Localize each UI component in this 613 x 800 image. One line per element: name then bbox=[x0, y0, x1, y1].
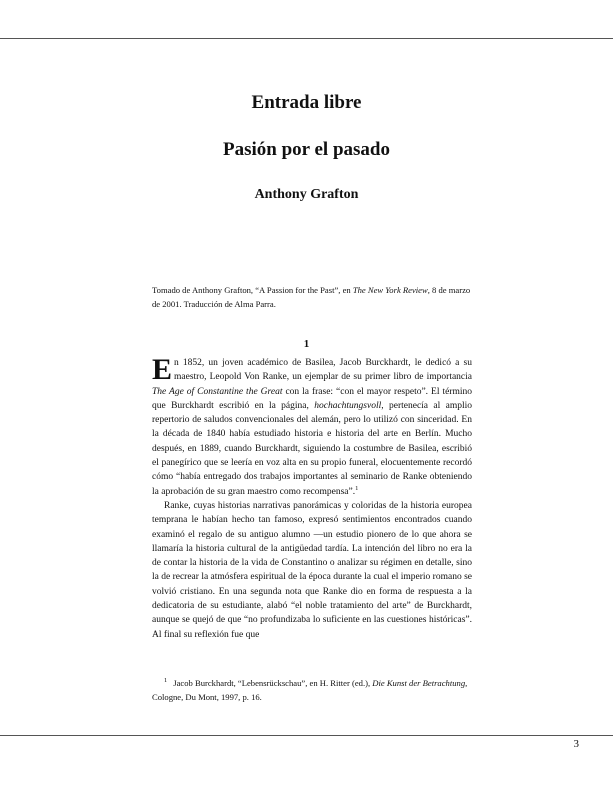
article-title: Pasión por el pasado bbox=[223, 139, 390, 160]
source-note-before: Tomado de Anthony Grafton, “A Passion for the Past”, en bbox=[152, 285, 353, 295]
drop-cap: E bbox=[152, 353, 173, 386]
paragraph-1-text-b: con la frase: “con el mayor respeto”. El término que Burckhardt escribió en la página, bbox=[152, 386, 473, 411]
footnote bbox=[152, 674, 472, 704]
source-note bbox=[152, 283, 472, 311]
paragraph-2: Ranke, cuyas historias narrativas panorámicas y coloridas de la historia europea temprana le habían hecho tan famoso, expresó sentimientos encontrados cuando examinó el regalo de su antiguo alumno —un estudio pionero de lo que ahora se llamaría la historia cultural de la antigüedad tardía. La intención del libro no era la de contar la historia de la vida de Constantino o analizar su régimen en detalle, sino la de recrear la atmósfera espiritual de la época durante la cual el imperio romano se volvió cristiano. En una segunda nota que Ranke dio en forma de respuesta a la dedicatoria de su estudiante, alabó “el noble tratamiento del arte” de Burckhardt, aunque se quejó de que “no profundizaba lo suficiente en las cuestiones históricas”. Al final su reflexión fue que bbox=[152, 500, 472, 640]
paragraph-1-text-c: , pertenecía al amplio repertorio de saludos convencionales del alemán, pero lo utilizó con sinceridad. En la década de 1840 había estudiado historia e historia del arte en Berlín. Mucho después, en 1889, cuando Burckhardt, siguiendo la costumbre de Basilea, escribió el panegírico que se leería en voz alta en su propio funeral, elocuentemente recordó cómo “había entregado dos trabajos importantes al seminario de Ranke obteniendo la aprobación de su gran maestro como recompensa”. bbox=[152, 400, 472, 497]
footnote-book-title: Die Kunst der Betrachtung bbox=[372, 677, 466, 688]
author-name: Anthony Grafton bbox=[254, 187, 359, 202]
source-note-after: , 8 de marzo de 2001. Traducción de Alma Parra. bbox=[152, 285, 471, 309]
book-title: The Age of Constantine the Great bbox=[152, 386, 283, 397]
header-rule bbox=[0, 38, 613, 39]
footnote-text-after: , Cologne, Du Mont, 1997, p. 16. bbox=[152, 677, 468, 702]
paragraph-1-text-a: n 1852, un joven académico de Basilea, Jacob Burckhardt, le dedicó a su maestro, Leopold Von Ranke, un ejemplar de su primer libro de importancia bbox=[174, 358, 472, 383]
paragraph-1 bbox=[152, 353, 473, 499]
section-number: 1 bbox=[303, 338, 310, 350]
footnote-mark: 1 bbox=[164, 677, 168, 684]
page-title: Entrada libre bbox=[251, 92, 362, 113]
article-body bbox=[152, 353, 473, 642]
footnote-reference[interactable]: 1 bbox=[355, 484, 359, 492]
footer-rule bbox=[0, 735, 613, 736]
source-journal: The New York Review bbox=[352, 285, 428, 295]
page-number: 3 bbox=[573, 738, 579, 750]
footnote-text-before: Jacob Burckhardt, “Lebensrückschau”, en H. Ritter (ed.), bbox=[173, 677, 373, 688]
german-word: hochachtungsvoll bbox=[314, 400, 382, 411]
